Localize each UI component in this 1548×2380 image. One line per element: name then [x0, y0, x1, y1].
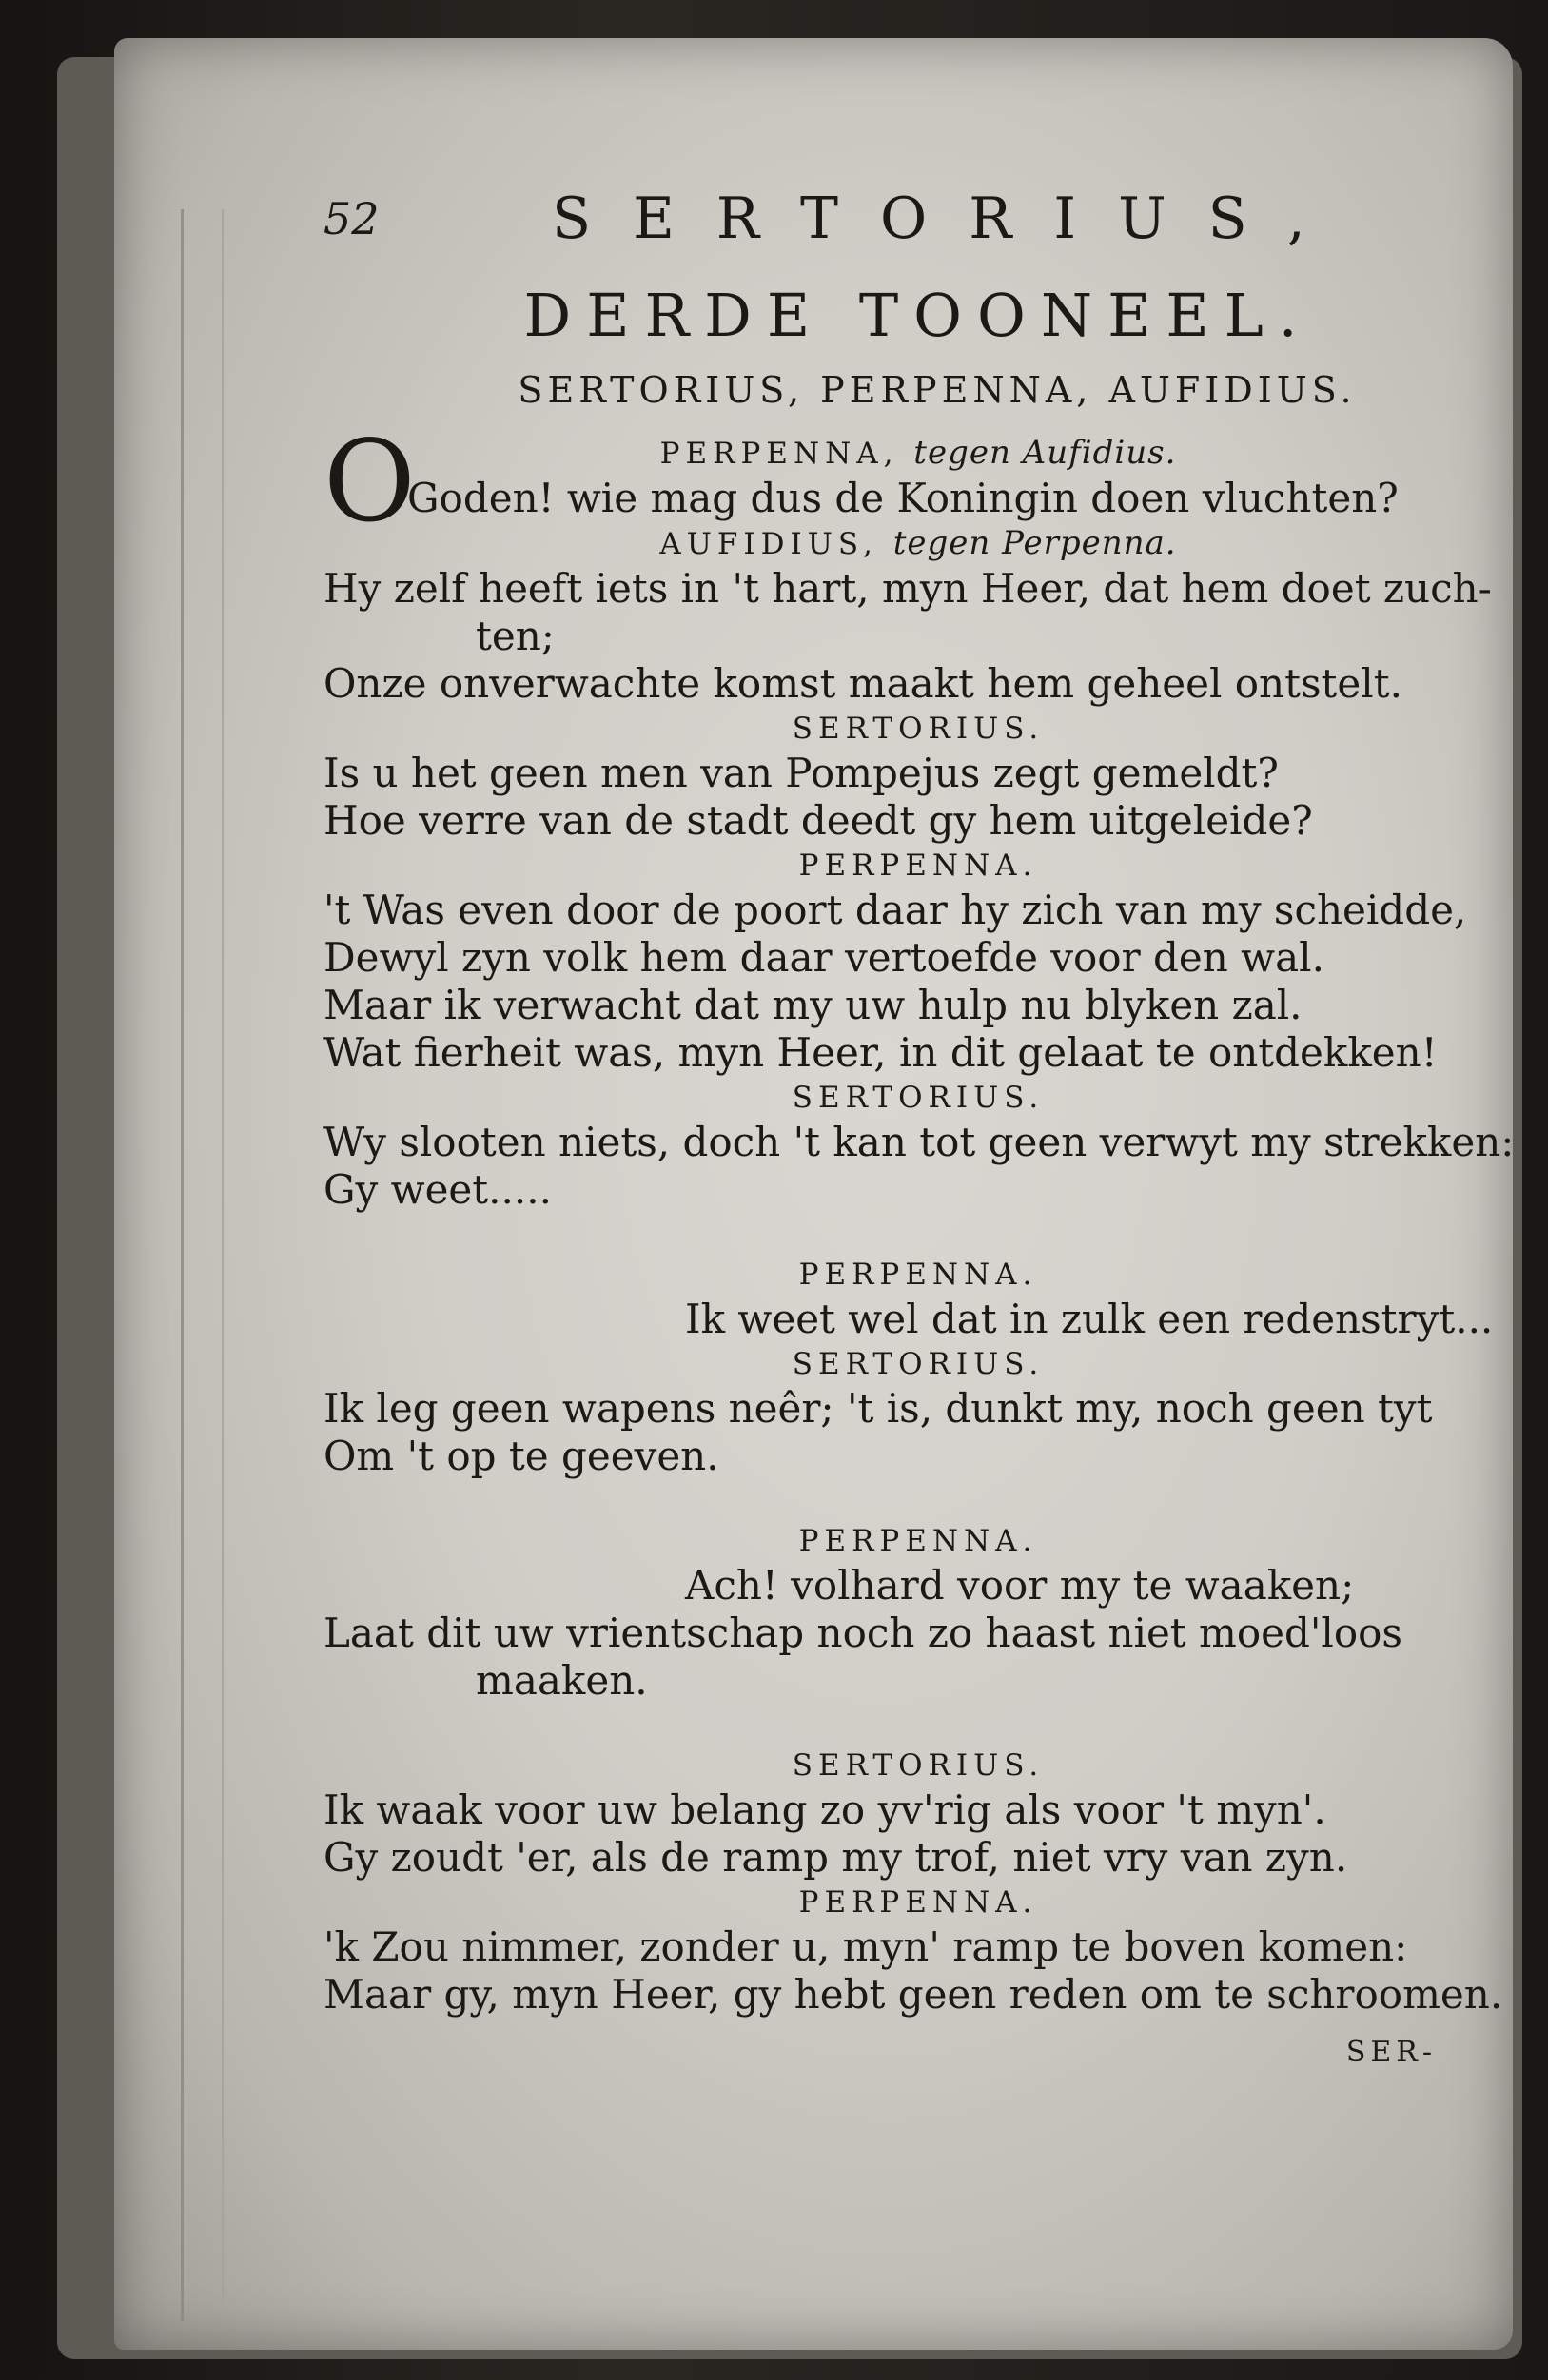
verse-line: Onze onverwachte komst maakt hem geheel ontstelt.	[323, 660, 1402, 707]
spacer	[323, 1214, 1456, 1254]
verse-line: Is u het geen men van Pompejus zegt gemeldt?	[323, 750, 1279, 796]
speaker-name: SERTORIUS.	[792, 1081, 1045, 1115]
verse-line: Laat dit uw vrientschap noch zo haast niet moed'loos	[323, 1609, 1402, 1656]
verse-line: Wat fierheit was, myn Heer, in dit gelaat te ontdekken!	[323, 1029, 1438, 1076]
page-number: 52	[323, 193, 380, 244]
verse-line: 'k Zou nimmer, zonder u, myn' ramp te boven komen:	[323, 1923, 1408, 1970]
spacer	[323, 1480, 1456, 1520]
speaker-name: PERPENNA.	[798, 849, 1038, 883]
speaker-name: PERPENNA.	[798, 1258, 1038, 1292]
stage-direction: tegen Perpenna.	[892, 524, 1177, 562]
running-title: SERTORIUS,	[552, 185, 1347, 252]
verse-line: Maar ik verwacht dat my uw hulp nu blyken zal.	[323, 982, 1303, 1028]
verse-line: Gy weet.....	[323, 1166, 552, 1213]
speaker-name: SERTORIUS.	[792, 712, 1045, 746]
verse-line-text: Goden! wie mag dus de Koningin doen vluchten?	[407, 475, 1399, 521]
catchword: SER-	[1345, 2036, 1437, 2069]
verse-line: maaken.	[476, 1657, 648, 1704]
verse-line: Wy slooten niets, doch 't kan tot geen verwyt my strekken:	[323, 1119, 1515, 1165]
spacer	[323, 1705, 1456, 1745]
scene-cast: SERTORIUS, PERPENNA, AUFIDIUS.	[518, 369, 1357, 411]
verse-line: Maar gy, myn Heer, gy hebt geen reden om te schroomen.	[323, 1971, 1503, 2018]
verse-line: ten;	[476, 613, 555, 659]
page-edge	[181, 209, 224, 2321]
verse-line: Gy zoudt 'er, als de ramp my trof, niet vry van zyn.	[323, 1834, 1348, 1881]
stage-direction: tegen Aufidius.	[913, 434, 1177, 472]
speaker-heading	[381, 522, 1456, 565]
speaker-name: AUFIDIUS,	[659, 527, 878, 561]
speaker-name: PERPENNA.	[798, 1524, 1038, 1558]
page-text	[323, 185, 1515, 2069]
verse-line: Ik waak voor uw belang zo yv'rig als voor 't myn'.	[323, 1786, 1326, 1833]
speaker-name: SERTORIUS.	[792, 1748, 1045, 1783]
verse-line: Hy zelf heeft iets in 't hart, myn Heer, dat hem doet zuch-	[323, 565, 1492, 612]
verse-line: Hoe verre van de stadt deedt gy hem uitgeleide?	[323, 797, 1313, 844]
page-header	[323, 185, 1456, 271]
scene-title: DERDE TOONEEL.	[523, 281, 1313, 350]
verse-line: Ach! volhard voor my te waaken;	[685, 1562, 1355, 1609]
drop-cap: O	[323, 416, 416, 547]
verse-line: Ik leg geen wapens neêr; 't is, dunkt my, noch geen tyt	[323, 1385, 1433, 1432]
verse-line: 't Was even door de poort daar hy zich van my scheidde,	[323, 887, 1467, 933]
verse-line: Om 't op te geeven.	[323, 1433, 719, 1479]
verse-line: Dewyl zyn volk hem daar vertoefde voor den wal.	[323, 934, 1324, 981]
speaker-name: SERTORIUS.	[792, 1347, 1045, 1381]
verse-line: Ik weet wel dat in zulk een redenstryt...	[685, 1296, 1494, 1342]
speaker-name: PERPENNA.	[798, 1885, 1038, 1920]
speaker-heading	[381, 432, 1456, 475]
speaker-name: PERPENNA,	[659, 437, 899, 471]
